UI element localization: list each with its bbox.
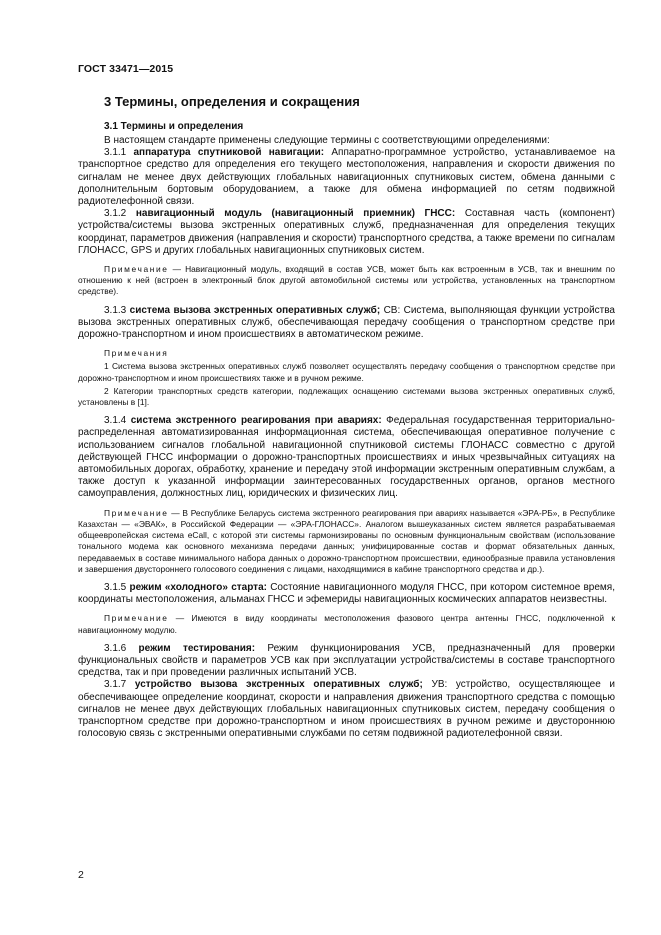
term-number: 3.1.7 (104, 679, 127, 691)
term-definition: Состояние навигационного модуля ГНСС, при котором системное время, координаты местоположения, альманах ГНСС и эфемериды навигационных космических аппаратов неизвестны. (78, 581, 615, 606)
note-text: — Имеются в виду координаты местоположения фазового центра антенны ГНСС, подключенной к навигационному модулю. (78, 613, 615, 635)
term-name: аппаратура спутниковой навигации: (133, 147, 325, 159)
note-3-1-5 (78, 613, 615, 635)
note-3-1-3-1: 1 Система вызова экстренных оперативных служб позволяет осуществлять передачу сообщения о транспортном средстве при дорожно-транспортном и ином происшествиях также и в ручном режиме. (78, 361, 615, 383)
term-definition: СВ: Система, выполняющая функции устройства вызова экстренных оперативных служб, обеспечивающая передачу сообщения о транспортном средстве при дорожно-транспортном и ином происшествиях в автоматическом режиме. (78, 304, 615, 341)
standard-code: ГОСТ 33471—2015 (78, 63, 174, 75)
term-definition: УВ: устройство, осуществляющее и обеспечивающее определение координат, скорости и направления движения транспортного средства с помощью сигналов не менее двух действующих глобальных навигационных спутниковых систем, передачу сообщения о транспортном средстве при дорожно-транспортном и ином происшествиях в ручном режиме и двустороннюю голосовую связь с экстренными оперативными службами по сетям подвижной радиотелефонной связи. (78, 679, 615, 740)
term-3-1-5 (78, 582, 615, 606)
term-definition: Составная часть (компонент) устройства/системы вызова экстренных оперативных служб, предназначенная для определения текущих координат, параметров движения (направления и скорости) транспортного средства, а также времени по сигналам ГЛОНАСС, GPS и других глобальных навигационных спутниковых систем. (78, 208, 615, 256)
term-3-1-7 (78, 679, 615, 740)
note-label: Примечание (104, 507, 169, 518)
notes-label: Примечания (104, 348, 169, 359)
term-number: 3.1.2 (104, 208, 127, 220)
note-3-1-3-2: 2 Категории транспортных средств категории, подлежащих оснащению системами вызова экстренных оперативных служб, установлены в [1]. (78, 385, 615, 408)
term-3-1-2 (78, 208, 615, 257)
note-text: — В Республике Беларусь система экстренного реагирования при авариях называется «ЭРА-РБ», в Республике Казахстан — «ЭВАК», в Российской Федерации — «ЭРА-ГЛОНАСС». Аналогом вышеуказанных систем является разрабатываемая общеевропейская система eCall, с которой эти системы гармонизированы по основным функциональным свойствам (использование тонального модема как основного механизма передачи данных; унифицированные состав и формат обязательных данных, передаваемых в составе минимального набора данных о дорожно-транспортном происшествии, единообразные правила установления и завершения двустороннего голосового соединения с лицами, находящимися в кабине транспортного средства и др.). (78, 507, 615, 574)
term-number: 3.1.1 (104, 147, 127, 159)
term-name: система экстренного реагирования при авариях: (130, 415, 382, 427)
term-name: навигационный модуль (навигационный приемник) ГНСС: (135, 208, 456, 220)
term-name: система вызова экстренных оперативных служб; (129, 304, 381, 316)
term-definition: Аппаратно-программное устройство, устанавливаемое на транспортное средство для определения его текущего местоположения, направления и скорости движения по сигналам не менее двух действующих глобальных навигационных спутниковых систем, обмена данными с дополнительным бортовым оборудованием, а также для обмена информацией по сетям подвижной радиотелефонной связи. (78, 147, 615, 208)
note-label: Примечание (104, 613, 169, 624)
term-name: режим «холодного» старта: (129, 581, 267, 593)
note-3-1-2 (78, 264, 615, 298)
term-definition: Режим функционирования УСВ, предназначенный для проверки функциональных свойств и параметров УСВ как при эксплуатации устройства/системы в составе транспортного средства, так и при проведении различных испытаний УСВ. (78, 642, 616, 679)
term-number: 3.1.5 (104, 581, 127, 593)
term-number: 3.1.3 (104, 304, 127, 316)
subsection-title: 3.1 Термины и определения (104, 121, 244, 132)
term-name: устройство вызова экстренных оперативных служб; (134, 679, 423, 691)
document-body (78, 135, 615, 740)
note-text: — Навигационный модуль, входящий в состав УСВ, может быть как встроенным в УСВ, так и внешним по отношению к ней (встроен в электронный блок другой автомобильной системы или устройства, установленных на транспортном средстве). (78, 264, 615, 297)
section-title: 3 Термины, определения и сокращения (104, 94, 360, 109)
note-3-1-4 (78, 508, 615, 575)
term-3-1-4 (78, 415, 615, 500)
term-number: 3.1.6 (104, 642, 127, 654)
note-label: Примечание (104, 264, 169, 275)
intro-paragraph: В настоящем стандарте применены следующие термины с соответствующими определениями: (104, 135, 550, 146)
term-definition: Федеральная государственная территориально-распределенная автоматизированная информационная система, обеспечивающая оперативное получение с использованием сигналов глобальной навигационной спутниковой системы ГЛОНАСС совместно с другой действующей ГНСС информации о дорожно-транспортных происшествиях и иных чрезвычайных ситуациях на автомобильных дорогах, обработку, хранение и передачу этой информации экстренным оперативным службам, а также доступ к указанной информации заинтересованных государственных органов, органов местного самоуправления, должностных лиц, юридических и физических лиц. (78, 415, 616, 500)
page-number: 2 (78, 869, 84, 881)
term-name: режим тестирования: (138, 642, 256, 654)
term-3-1-3 (78, 305, 615, 342)
term-3-1-6 (78, 643, 615, 680)
term-3-1-1 (78, 147, 615, 208)
term-number: 3.1.4 (104, 415, 127, 427)
